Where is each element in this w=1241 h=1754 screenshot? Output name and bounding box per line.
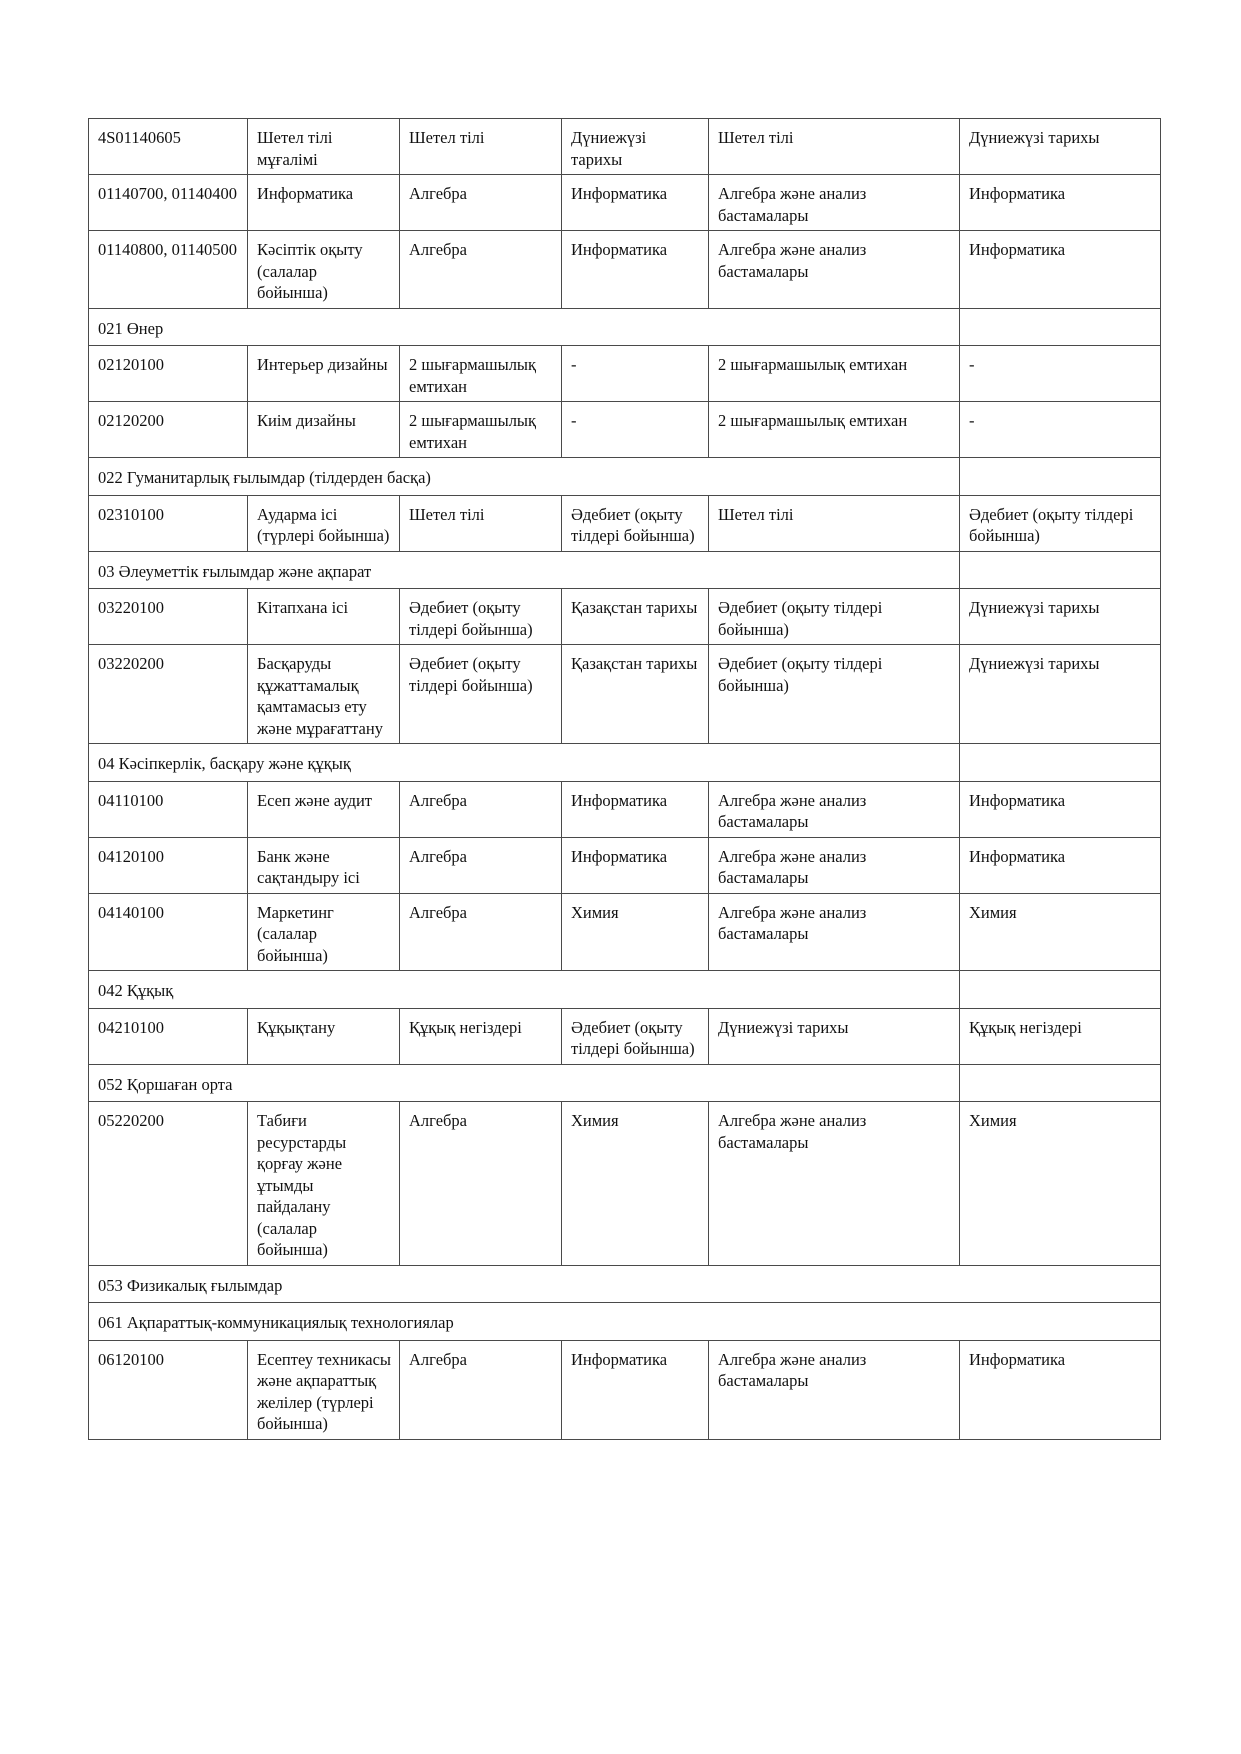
- table-cell: Информатика: [960, 837, 1161, 893]
- table-cell: 2 шығармашылық емтихан: [400, 402, 562, 458]
- table-cell: Химия: [562, 1102, 709, 1266]
- table-cell: Алгебра және анализ бастамалары: [709, 837, 960, 893]
- table-cell: Құқық негіздері: [960, 1008, 1161, 1064]
- empty-cell: [960, 551, 1161, 589]
- table-cell: Дүниежүзі тарихы: [960, 645, 1161, 744]
- table-cell: Киім дизайны: [248, 402, 400, 458]
- table-cell: Алгебра: [400, 1340, 562, 1439]
- table-cell: Құқықтану: [248, 1008, 400, 1064]
- table-cell: 01140700, 01140400: [89, 175, 248, 231]
- table-row: [89, 402, 1161, 458]
- section-heading: 021 Өнер: [89, 308, 960, 346]
- table-row: [89, 645, 1161, 744]
- section-heading: 03 Әлеуметтік ғылымдар және ақпарат: [89, 551, 960, 589]
- table-cell: 2 шығармашылық емтихан: [400, 346, 562, 402]
- table-cell: 04110100: [89, 781, 248, 837]
- table-cell: Химия: [960, 1102, 1161, 1266]
- table-cell: Алгебра және анализ бастамалары: [709, 231, 960, 309]
- table-cell: Кітапхана ісі: [248, 589, 400, 645]
- table-row: [89, 781, 1161, 837]
- table-cell: Есептеу техникасы және ақпараттық желілер (түрлері бойынша): [248, 1340, 400, 1439]
- table-cell: 2 шығармашылық емтихан: [709, 346, 960, 402]
- table-cell: Алгебра: [400, 837, 562, 893]
- table-cell: Алгебра және анализ бастамалары: [709, 781, 960, 837]
- table-cell: 04210100: [89, 1008, 248, 1064]
- table-row: [89, 837, 1161, 893]
- table-cell: Информатика: [562, 781, 709, 837]
- section-row: [89, 308, 1161, 346]
- table-cell: Табиғи ресурстарды қорғау және ұтымды пайдалану (салалар бойынша): [248, 1102, 400, 1266]
- table-cell: 01140800, 01140500: [89, 231, 248, 309]
- table-cell: Алгебра және анализ бастамалары: [709, 1340, 960, 1439]
- table-cell: Әдебиет (оқыту тілдері бойынша): [960, 495, 1161, 551]
- table-cell: Алгебра: [400, 781, 562, 837]
- table-cell: Әдебиет (оқыту тілдері бойынша): [400, 589, 562, 645]
- table-cell: Әдебиет (оқыту тілдері бойынша): [709, 589, 960, 645]
- table-cell: Әдебиет (оқыту тілдері бойынша): [562, 495, 709, 551]
- table-cell: 03220200: [89, 645, 248, 744]
- table-cell: Маркетинг (салалар бойынша): [248, 893, 400, 971]
- table-row: [89, 346, 1161, 402]
- table-cell: 03220100: [89, 589, 248, 645]
- table-cell: 02120200: [89, 402, 248, 458]
- table-row: [89, 589, 1161, 645]
- table-cell: Кәсіптік оқыту (салалар бойынша): [248, 231, 400, 309]
- table-cell: Информатика: [960, 1340, 1161, 1439]
- table-row: [89, 175, 1161, 231]
- table-cell: Шетел тілі: [400, 119, 562, 175]
- section-row: [89, 1303, 1161, 1341]
- table-cell: Алгебра: [400, 231, 562, 309]
- table-cell: 04140100: [89, 893, 248, 971]
- table-cell: Информатика: [562, 837, 709, 893]
- table-cell: Шетел тілі мұғалімі: [248, 119, 400, 175]
- table-cell: Әдебиет (оқыту тілдері бойынша): [562, 1008, 709, 1064]
- table-row: [89, 1102, 1161, 1266]
- table-row: [89, 1340, 1161, 1439]
- table-cell: Информатика: [248, 175, 400, 231]
- empty-cell: [960, 971, 1161, 1009]
- table-cell: 06120100: [89, 1340, 248, 1439]
- table-cell: Химия: [960, 893, 1161, 971]
- table-cell: Интерьер дизайны: [248, 346, 400, 402]
- table-cell: Банк және сақтандыру ісі: [248, 837, 400, 893]
- table-cell: Алгебра және анализ бастамалары: [709, 1102, 960, 1266]
- table-cell: -: [562, 402, 709, 458]
- table-row: [89, 893, 1161, 971]
- table-cell: -: [960, 402, 1161, 458]
- empty-cell: [960, 458, 1161, 496]
- specialties-exam-table: [88, 118, 1161, 1440]
- table-cell: Алгебра: [400, 893, 562, 971]
- table-row: [89, 495, 1161, 551]
- table-cell: Дүниежүзі тарихы: [562, 119, 709, 175]
- table-cell: Информатика: [562, 1340, 709, 1439]
- table-cell: Алгебра: [400, 175, 562, 231]
- section-row: [89, 744, 1161, 782]
- table-cell: Әдебиет (оқыту тілдері бойынша): [709, 645, 960, 744]
- table-cell: Алгебра және анализ бастамалары: [709, 893, 960, 971]
- table-cell: Басқаруды құжаттамалық қамтамасыз ету және мұрағаттану: [248, 645, 400, 744]
- section-heading: 061 Ақпараттық-коммуникациялық технологиялар: [89, 1303, 1161, 1341]
- table-cell: Шетел тілі: [400, 495, 562, 551]
- table-cell: Құқық негіздері: [400, 1008, 562, 1064]
- table-cell: Информатика: [960, 175, 1161, 231]
- table-row: [89, 1008, 1161, 1064]
- table-cell: Дүниежүзі тарихы: [709, 1008, 960, 1064]
- table-cell: Дүниежүзі тарихы: [960, 119, 1161, 175]
- empty-cell: [960, 1064, 1161, 1102]
- section-heading: 053 Физикалық ғылымдар: [89, 1265, 1161, 1303]
- section-row: [89, 1265, 1161, 1303]
- table-cell: Информатика: [562, 175, 709, 231]
- table-cell: 04120100: [89, 837, 248, 893]
- table-cell: Аударма ісі (түрлері бойынша): [248, 495, 400, 551]
- table-cell: Қазақстан тарихы: [562, 589, 709, 645]
- table-cell: 2 шығармашылық емтихан: [709, 402, 960, 458]
- table-cell: Есеп және аудит: [248, 781, 400, 837]
- table-cell: Шетел тілі: [709, 495, 960, 551]
- table-cell: Дүниежүзі тарихы: [960, 589, 1161, 645]
- section-heading: 042 Құқық: [89, 971, 960, 1009]
- table-cell: Шетел тілі: [709, 119, 960, 175]
- table-cell: Қазақстан тарихы: [562, 645, 709, 744]
- table-cell: 05220200: [89, 1102, 248, 1266]
- empty-cell: [960, 744, 1161, 782]
- table-cell: 02310100: [89, 495, 248, 551]
- section-row: [89, 551, 1161, 589]
- table-cell: Әдебиет (оқыту тілдері бойынша): [400, 645, 562, 744]
- table-cell: 02120100: [89, 346, 248, 402]
- section-heading: 052 Қоршаған орта: [89, 1064, 960, 1102]
- empty-cell: [960, 308, 1161, 346]
- table-row: [89, 231, 1161, 309]
- table-cell: Алгебра: [400, 1102, 562, 1266]
- table-cell: -: [562, 346, 709, 402]
- table-cell: Информатика: [562, 231, 709, 309]
- section-heading: 04 Кәсіпкерлік, басқару және құқық: [89, 744, 960, 782]
- table-cell: Информатика: [960, 781, 1161, 837]
- section-row: [89, 458, 1161, 496]
- table-cell: Алгебра және анализ бастамалары: [709, 175, 960, 231]
- table-row: [89, 119, 1161, 175]
- table-cell: 4S01140605: [89, 119, 248, 175]
- section-heading: 022 Гуманитарлық ғылымдар (тілдерден басқа): [89, 458, 960, 496]
- table-cell: Информатика: [960, 231, 1161, 309]
- table-cell: Химия: [562, 893, 709, 971]
- section-row: [89, 1064, 1161, 1102]
- table-cell: -: [960, 346, 1161, 402]
- section-row: [89, 971, 1161, 1009]
